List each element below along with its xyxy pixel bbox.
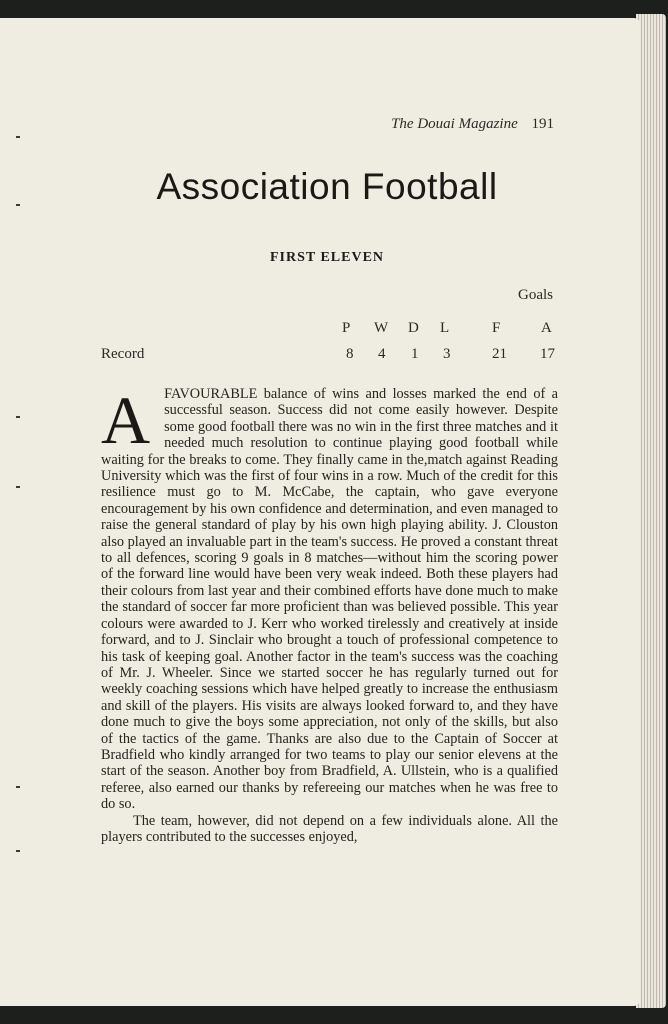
value-drawn: 1 bbox=[411, 346, 419, 362]
record-label: Record bbox=[101, 346, 145, 362]
column-drawn: D bbox=[408, 320, 419, 336]
value-played: 8 bbox=[346, 346, 354, 362]
goals-header: Goals bbox=[518, 287, 553, 303]
record-table bbox=[0, 18, 640, 378]
paragraph-1-text: FAVOURABLE balance of wins and losses marked the end of a successful season. Success did not come easily however. Despite some good football there was no win in the first three matches and it needed much resolution to continue playing good football while waiting for the breaks to come. They finally came in the,match against Reading University which was the first of four wins in a row. Much of the credit for this resilience must go to M. McCabe, the captain, who gave everyone encouragement by his own confidence and determination, and even managed to raise the general standard of play by his own high playing ability. J. Clouston also played an invaluable part in the team's success. He proved a constant threat to all defences, scoring 9 goals in 8 matches—without him the scoring power of the forward line would have been very weak indeed. Both these players had their colours from last year and their combined efforts have done much to make the standard of soccer far more proficient than was believed possible. This year colours were awarded to J. Kerr who worked tirelessly and creatively at inside forward, and to J. Sinclair who brought a touch of professional competence to his task of keeping goal. Another factor in the team's success was the coaching of Mr. J. Wheeler. Since we started soccer he has regularly turned out for weekly coaching sessions which have helped greatly to increase the enthusiasm and skill of the players. His visits are always looked forward to, and they have done much to give the boys some appreciation, not only of the skills, but also of the tactics of the game. Thanks are also due to the Captain of Soccer at Bradfield who kindly arranged for two teams to play our senior elevens at the start of the season. Another boy from Bradfield, A. Ullstein, who is a qualified referee, also earned our thanks by refereeing our matches when he was free to do so. bbox=[101, 386, 558, 813]
section-subtitle: FIRST ELEVEN bbox=[269, 250, 385, 265]
value-against: 17 bbox=[540, 346, 555, 362]
article-body bbox=[101, 382, 558, 845]
paragraph-2: The team, however, did not depend on a few individuals alone. All the players contributed to the successes enjoyed, bbox=[101, 812, 558, 845]
value-for: 21 bbox=[492, 346, 507, 362]
column-for: F bbox=[492, 320, 501, 336]
book-page bbox=[0, 18, 640, 1006]
page-edges bbox=[636, 14, 666, 1008]
column-played: P bbox=[342, 320, 351, 336]
column-won: W bbox=[374, 320, 389, 336]
column-against: A bbox=[541, 320, 552, 336]
paragraph-1 bbox=[101, 382, 558, 813]
column-lost: L bbox=[440, 320, 450, 336]
value-won: 4 bbox=[378, 346, 386, 362]
article-title: Association Football bbox=[156, 166, 498, 207]
page-number: 191 bbox=[531, 116, 554, 132]
value-lost: 3 bbox=[443, 346, 451, 362]
drop-cap: A bbox=[101, 382, 151, 458]
magazine-name: The Douai Magazine bbox=[391, 116, 518, 132]
